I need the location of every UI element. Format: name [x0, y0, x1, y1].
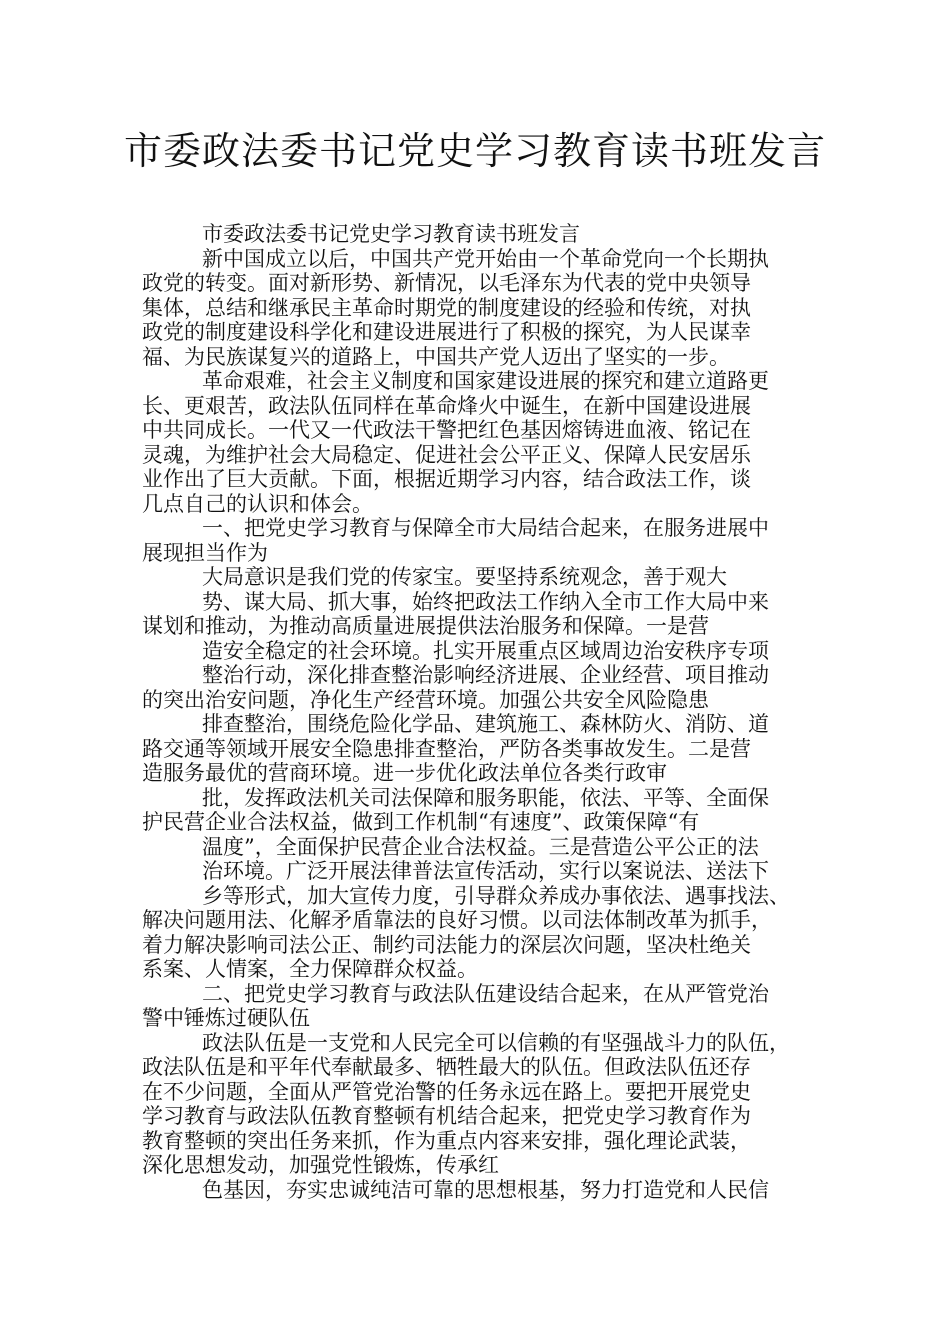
body-text-line: 整治行动，深化排查整治影响经济进展、企业经营、项目推动	[202, 663, 769, 687]
body-text-line: 排查整治，围绕危险化学品、建筑施工、森林防火、消防、道	[202, 712, 769, 736]
body-text-line: 着力解决影响司法公正、制约司法能力的深层次问题，坚决杜绝关	[142, 932, 751, 957]
body-text-line: 展现担当作为	[142, 540, 268, 565]
body-text-line: 色基因，夯实忠诚纯洁可靠的思想根基，努力打造党和人民信	[202, 1177, 769, 1202]
body-text-line: 一、把党史学习教育与保障全市大局结合起来，在服务进展中	[202, 516, 769, 540]
body-text-line: 谋划和推动，为推动高质量进展提供法治服务和保障。一是营	[142, 614, 709, 638]
body-text-line: 市委政法委书记党史学习教育读书班发言	[202, 222, 580, 246]
body-text-line: 乡等形式，加大宣传力度，引导群众养成办事依法、遇事找法、	[202, 883, 790, 908]
body-text-line: 路交通等领域开展安全隐患排查整治，严防各类事故发生。二是营	[142, 736, 751, 761]
body-text-line: 学习教育与政法队伍教育整顿有机结合起来，把党史学习教育作为	[142, 1104, 751, 1128]
body-text-line: 造服务最优的营商环境。进一步优化政法单位各类行政审	[142, 761, 667, 785]
body-text-line: 灵魂，为维护社会大局稳定、促进社会公平正义、保障人民安居乐	[142, 442, 751, 467]
body-text-line: 政党的转变。面对新形势、新情况，以毛泽东为代表的党中央领导	[142, 271, 751, 295]
body-text-line: 长、更艰苦，政法队伍同样在革命烽火中诞生，在新中国建设进展	[142, 393, 751, 418]
body-text-line: 解决问题用法、化解矛盾靠法的良好习惯。以司法体制改革为抓手，	[142, 908, 772, 932]
body-text-line: 业作出了巨大贡献。下面，根据近期学习内容，结合政法工作，谈	[142, 467, 751, 491]
body-text-line: 治环境。广泛开展法律普法宣传活动，实行以案说法、送法下	[202, 859, 769, 883]
body-text-line: 中共同成长。一代又一代政法干警把红色基因熔铸进血液、铭记在	[142, 418, 751, 442]
body-text-line: 警中锤炼过硬队伍	[142, 1006, 310, 1030]
body-text-line: 政法队伍是一支党和人民完全可以信赖的有坚强战斗力的队伍，	[202, 1030, 790, 1055]
body-text-line: 集体，总结和继承民主革命时期党的制度建设的经验和传统，对执	[142, 295, 751, 320]
body-text-line: 几点自己的认识和体会。	[142, 491, 373, 516]
body-text-line: 护民营企业合法权益，做到工作机制“有速度”、政策保障“有	[142, 810, 700, 834]
body-text-line: 在不少问题，全面从严管党治警的任务永远在路上。要把开展党史	[142, 1079, 751, 1104]
body-text-line: 造安全稳定的社会环境。扎实开展重点区域周边治安秩序专项	[202, 638, 769, 663]
body-text-line: 大局意识是我们党的传家宝。要坚持系统观念，善于观大	[202, 565, 727, 589]
body-text-line: 系案、人情案，全力保障群众权益。	[142, 957, 478, 981]
body-text-line: 二、把党史学习教育与政法队伍建设结合起来，在从严管党治	[202, 981, 769, 1006]
body-text-line: 势、谋大局、抓大事，始终把政法工作纳入全市工作大局中来	[202, 589, 769, 614]
body-text-line: 政党的制度建设科学化和建设进展进行了积极的探究，为人民谋幸	[142, 320, 751, 344]
body-text-line: 教育整顿的突出任务来抓，作为重点内容来安排，强化理论武装，	[142, 1128, 751, 1153]
body-text-line: 政法队伍是和平年代奉献最多、牺牲最大的队伍。但政法队伍还存	[142, 1055, 751, 1079]
body-text-line: 新中国成立以后，中国共产党开始由一个革命党向一个长期执	[202, 246, 769, 271]
document-title: 市委政法委书记党史学习教育读书班发言	[123, 129, 826, 173]
body-text-line: 温度”，全面保护民营企业合法权益。三是营造公平公正的法	[202, 834, 759, 859]
body-text-line: 批，发挥政法机关司法保障和服务职能，依法、平等、全面保	[202, 785, 769, 810]
body-text-line: 深化思想发动，加强党性锻炼，传承红	[142, 1153, 499, 1177]
body-text-line: 革命艰难，社会主义制度和国家建设进展的探究和建立道路更	[202, 369, 769, 393]
document-body	[142, 222, 832, 1202]
body-text-line: 福、为民族谋复兴的道路上，中国共产党人迈出了坚实的一步。	[142, 344, 730, 369]
body-text-line: 的突出治安问题，净化生产经营环境。加强公共安全风险隐患	[142, 687, 709, 712]
